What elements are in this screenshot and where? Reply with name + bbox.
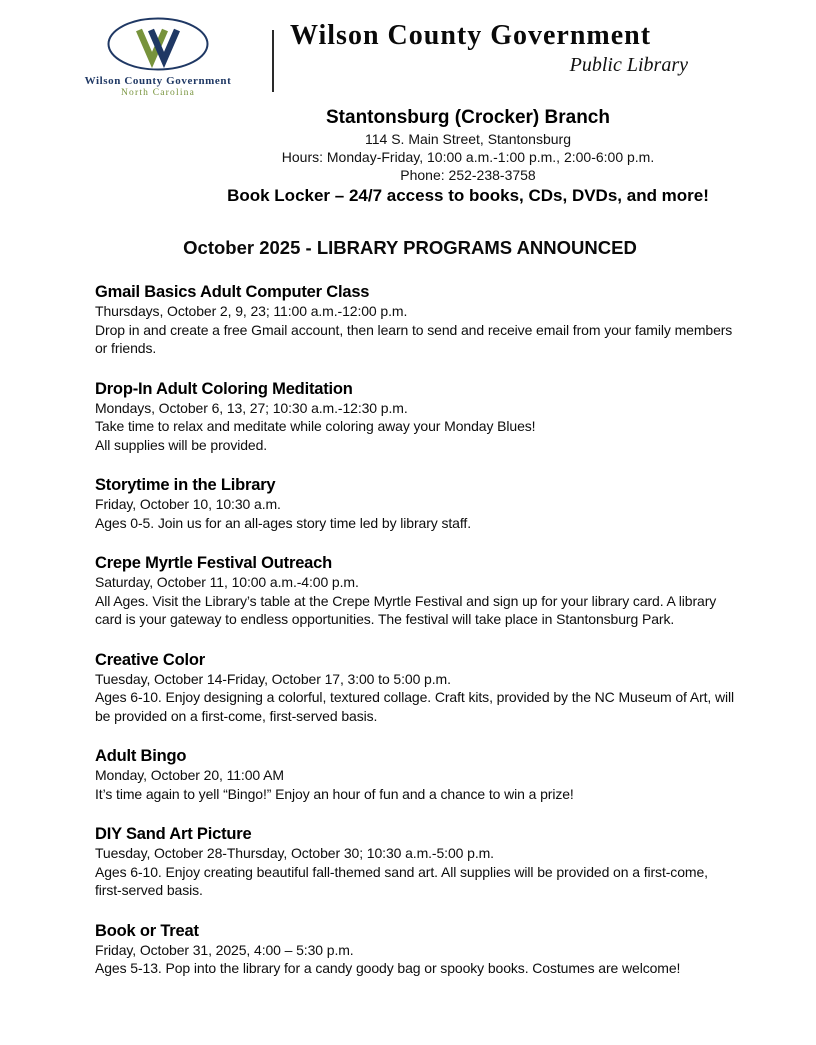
program-crepe-myrtle-outreach bbox=[95, 553, 735, 629]
program-title: Gmail Basics Adult Computer Class bbox=[95, 283, 370, 301]
program-description: Take time to relax and meditate while coloring away your Monday Blues! bbox=[95, 418, 536, 434]
masthead-title: Wilson County Government bbox=[290, 20, 652, 51]
program-title: Drop-In Adult Coloring Meditation bbox=[95, 379, 353, 398]
program-title: Book or Treat bbox=[95, 921, 199, 940]
branch-hours: Hours: Monday-Friday, 10:00 a.m.-1:00 p.m., 2:00-6:00 p.m. bbox=[281, 149, 655, 165]
program-title: Storytime in the Library bbox=[95, 476, 276, 494]
program-description: It’s time again to yell “Bingo!” Enjoy an hour of fun and a chance to win a prize! bbox=[95, 785, 574, 802]
program-title: Creative Color bbox=[95, 650, 205, 669]
program-description: Ages 6-10. Enjoy creating beautiful fall-themed sand art. All supplies will be provided on a first-come, first-served basis. bbox=[95, 863, 708, 898]
branch-address: 114 S. Main Street, Stantonsburg bbox=[365, 131, 571, 147]
program-description: All Ages. Visit the Library’s table at the Crepe Myrtle Festival and sign up for your library card. A library card is your gateway to endless opportunities. The festival will take place in Stantonsburg Park. bbox=[95, 592, 717, 627]
masthead-subtitle: Public Library bbox=[569, 54, 688, 76]
program-title: Adult Bingo bbox=[95, 747, 187, 765]
program-date: Saturday, October 11, 10:00 a.m.-4:00 p.m. bbox=[95, 574, 359, 590]
branch-phone: Phone: 252-238-3758 bbox=[400, 167, 536, 183]
branch-info bbox=[120, 106, 816, 206]
program-date: Thursdays, October 2, 9, 23; 11:00 a.m.-12:00 p.m. bbox=[95, 303, 408, 319]
book-locker-note: Book Locker – 24/7 access to books, CDs, DVDs, and more! bbox=[227, 186, 709, 205]
program-book-or-treat bbox=[95, 921, 735, 978]
header bbox=[0, 0, 816, 98]
county-seal-w-monogram-icon bbox=[106, 16, 210, 72]
program-title: DIY Sand Art Picture bbox=[95, 825, 252, 843]
program-description: Ages 6-10. Enjoy designing a colorful, textured collage. Craft kits, provided by the NC Museum of Art, will be provided on a first-come, first-served basis. bbox=[95, 689, 735, 724]
logo-region-name: North Carolina bbox=[120, 88, 196, 98]
program-description: Ages 0-5. Join us for an all-ages story time led by library staff. bbox=[95, 514, 471, 531]
program-description-line2: All supplies will be provided. bbox=[95, 436, 268, 453]
county-logo bbox=[58, 16, 258, 98]
masthead bbox=[290, 16, 816, 77]
logo-org-name: Wilson County Government bbox=[84, 75, 232, 87]
program-gmail-basics bbox=[95, 282, 735, 358]
program-list bbox=[95, 282, 735, 978]
page-title: October 2025 - LIBRARY PROGRAMS ANNOUNCED bbox=[183, 237, 637, 258]
program-date: Tuesday, October 28-Thursday, October 30; 10:30 a.m.-5:00 p.m. bbox=[95, 845, 494, 861]
program-date: Monday, October 20, 11:00 AM bbox=[95, 767, 284, 783]
program-diy-sand-art bbox=[95, 824, 735, 900]
program-title: Crepe Myrtle Festival Outreach bbox=[95, 554, 333, 572]
program-storytime bbox=[95, 475, 735, 532]
program-adult-bingo bbox=[95, 746, 735, 803]
program-date: Mondays, October 6, 13, 27; 10:30 a.m.-12:30 p.m. bbox=[95, 399, 408, 416]
program-date: Friday, October 31, 2025, 4:00 – 5:30 p.m. bbox=[95, 941, 354, 958]
program-date: Tuesday, October 14-Friday, October 17, 3:00 to 5:00 p.m. bbox=[95, 670, 451, 687]
program-description: Ages 5-13. Pop into the library for a candy goody bag or spooky books. Costumes are welcome! bbox=[95, 960, 681, 976]
program-coloring-meditation bbox=[95, 379, 735, 455]
program-date: Friday, October 10, 10:30 a.m. bbox=[95, 496, 281, 512]
program-description: Drop in and create a free Gmail account, then learn to send and receive email from your family members or friends. bbox=[95, 321, 733, 356]
header-divider bbox=[272, 30, 274, 92]
branch-name: Stantonsburg (Crocker) Branch bbox=[326, 107, 610, 128]
program-creative-color bbox=[95, 650, 735, 726]
